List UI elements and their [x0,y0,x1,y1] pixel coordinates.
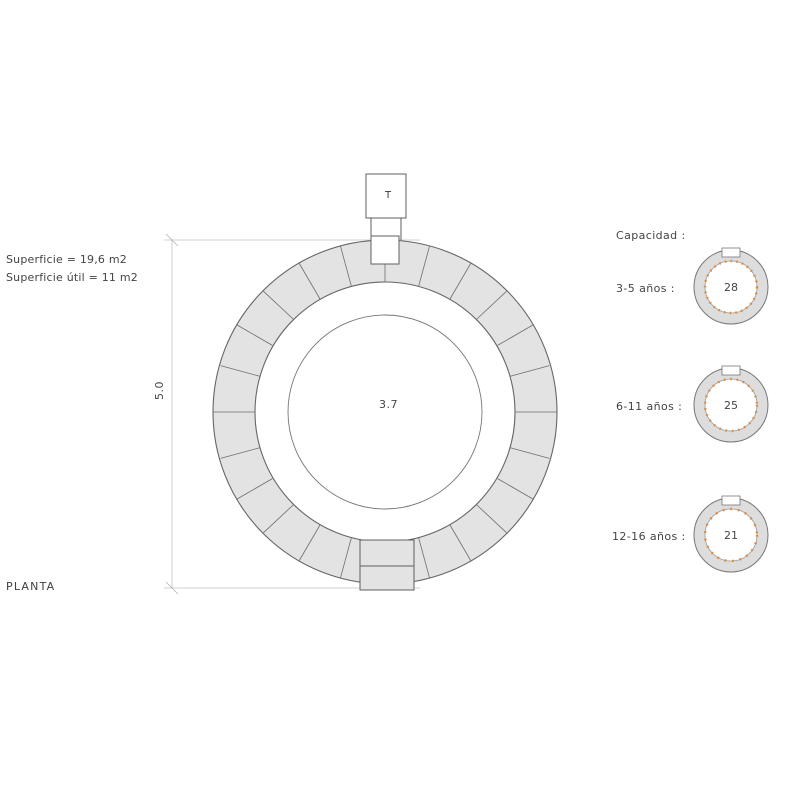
bottom-vestibule-box [360,540,414,590]
capacity-row-label-6-11: 6-11 años : [616,400,683,413]
dimension-width-label: 3.7 [379,398,398,411]
capacity-row-label-12-16: 12-16 años : [612,530,686,543]
capacity-count-3-5: 28 [724,281,738,294]
usable-area-text: Superficie útil = 11 m2 [6,271,138,284]
bottom-entrance [360,540,414,590]
surface-area-text: Superficie = 19,6 m2 [6,253,127,266]
plan-label: PLANTA [6,580,56,593]
dimension-height-label: 5.0 [153,381,166,400]
capacity-count-12-16: 21 [724,529,738,542]
capacity-row-label-3-5: 3-5 años : [616,282,675,295]
capacity-title: Capacidad : [616,229,686,242]
capacity-count-6-11: 25 [724,399,738,412]
wall-inner-circle [255,282,515,542]
door-tag-label: T [385,190,392,201]
top-door-opening [371,236,399,264]
ring-wall [213,240,557,584]
